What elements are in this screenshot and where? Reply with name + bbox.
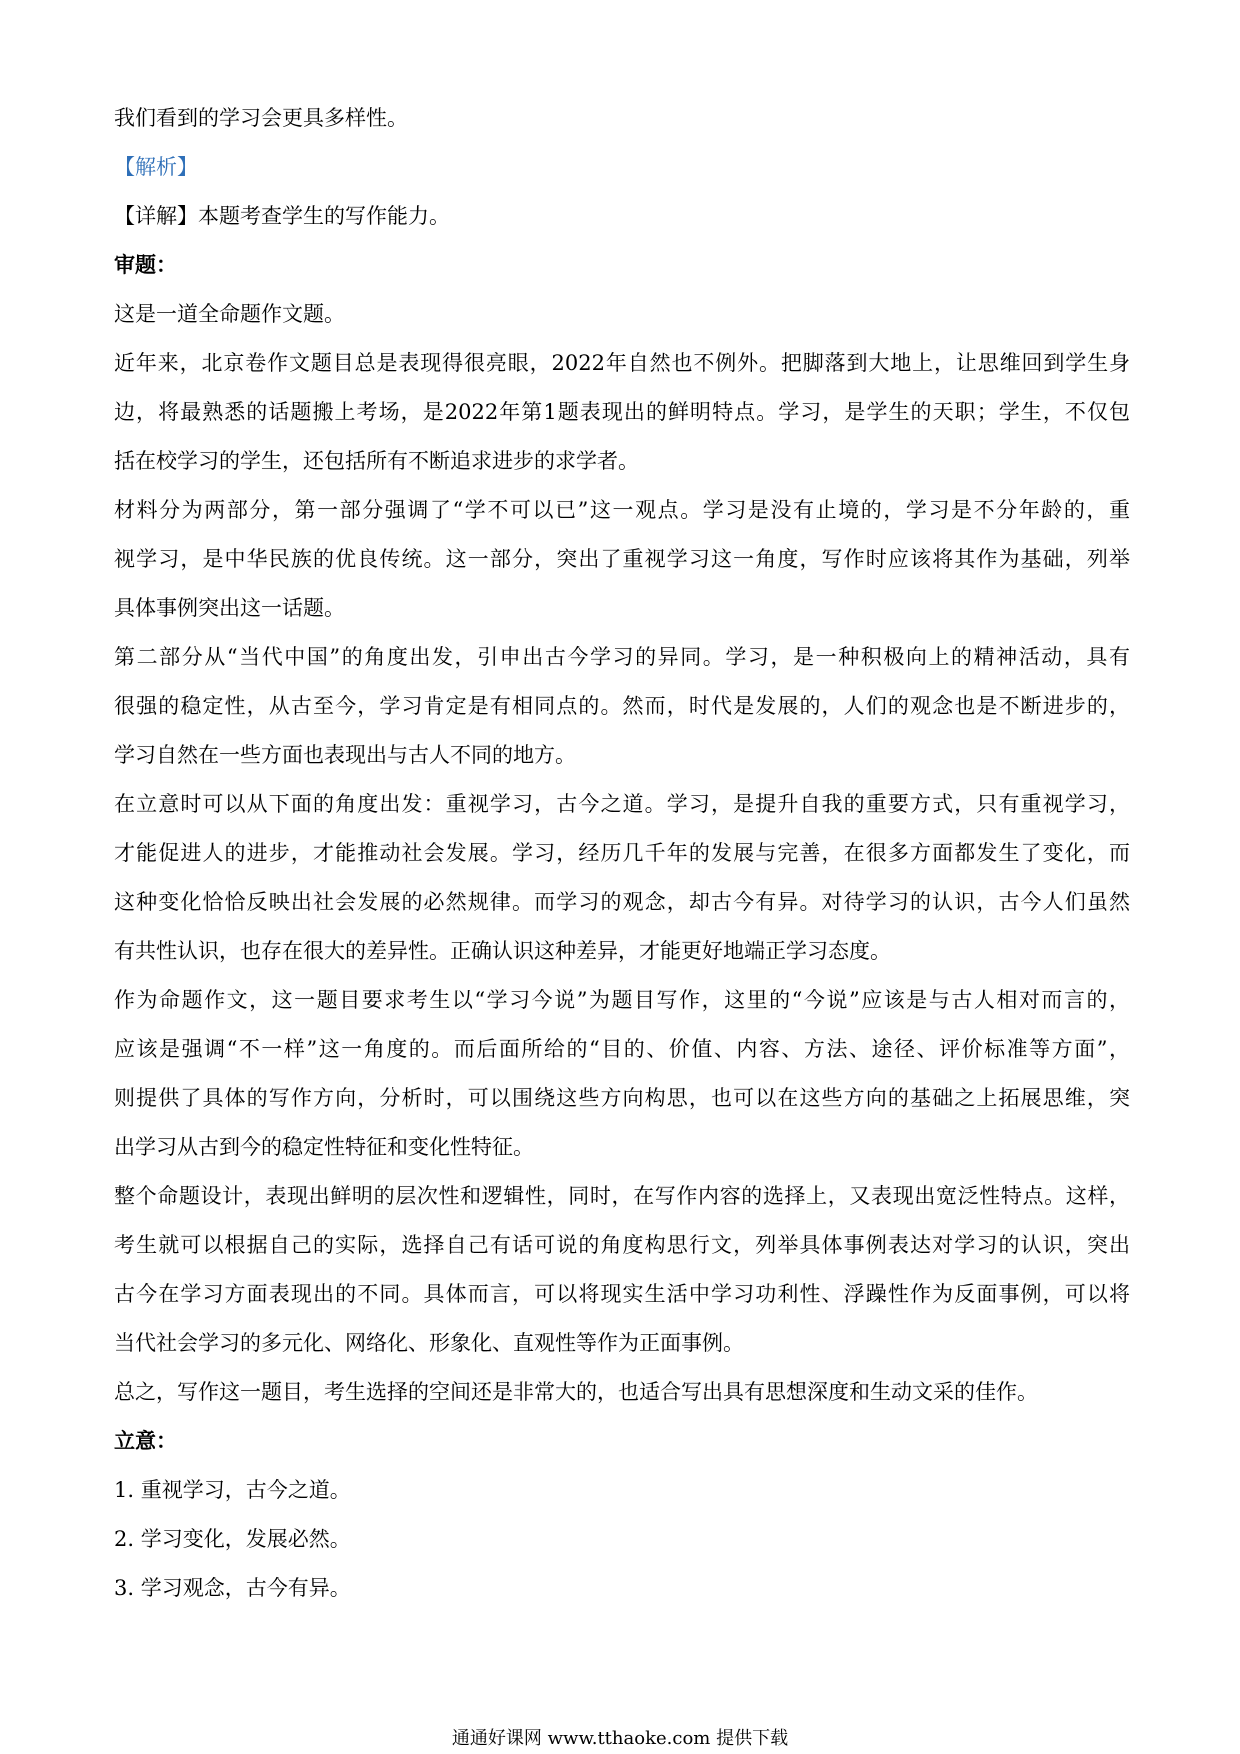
paragraph-2-line: 括在校学习的学生，还包括所有不断追求进步的求学者。 bbox=[114, 449, 639, 473]
paragraph-4-line: 学习自然在一些方面也表现出与古人不同的地方。 bbox=[114, 743, 576, 767]
paragraph-7-line: 当代社会学习的多元化、网络化、形象化、直观性等作为正面事例。 bbox=[114, 1331, 744, 1355]
paragraph-4-line: 第二部分从“当代中国”的角度出发，引申出古今学习的异同。学习，是一种积极向上的精神活动，具有 bbox=[114, 645, 1130, 669]
idea-item: 3. 学习观念，古今有异。 bbox=[114, 1576, 351, 1600]
paragraph-2-line: 近年来，北京卷作文题目总是表现得很亮眼，2022年自然也不例外。把脚落到大地上，让思维回到学生身 bbox=[114, 351, 1130, 375]
page-footer: 通通好课网 www.tthaoke.com 提供下载 bbox=[451, 1728, 789, 1749]
document-page bbox=[114, 0, 1130, 1754]
idea-item: 1. 重视学习，古今之道。 bbox=[114, 1478, 351, 1502]
idea-item: 2. 学习变化，发展必然。 bbox=[114, 1527, 351, 1551]
detail-line: 【详解】本题考查学生的写作能力。 bbox=[114, 204, 450, 228]
paragraph-6-line: 作为命题作文，这一题目要求考生以“学习今说”为题目写作，这里的“今说”应该是与古人相对而言的， bbox=[114, 988, 1130, 1012]
paragraph-5-line: 这种变化恰恰反映出社会发展的必然规律。而学习的观念，却古今有异。对待学习的认识，古今人们虽然 bbox=[114, 890, 1130, 914]
paragraph-3-line: 具体事例突出这一话题。 bbox=[114, 596, 345, 620]
paragraph-5-line: 在立意时可以从下面的角度出发：重视学习，古今之道。学习，是提升自我的重要方式，只有重视学习， bbox=[114, 792, 1130, 816]
paragraph-5-line: 才能促进人的进步，才能推动社会发展。学习，经历几千年的发展与完善，在很多方面都发生了变化，而 bbox=[114, 841, 1130, 865]
analysis-label: 【解析】 bbox=[114, 155, 198, 179]
paragraph-7-line: 考生就可以根据自己的实际，选择自己有话可说的角度构思行文，列举具体事例表达对学习的认识，突出 bbox=[114, 1233, 1130, 1257]
paragraph-8-line: 总之，写作这一题目，考生选择的空间还是非常大的，也适合写出具有思想深度和生动文采的佳作。 bbox=[114, 1380, 1038, 1404]
paragraph-3-line: 视学习，是中华民族的优良传统。这一部分，突出了重视学习这一角度，写作时应该将其作为基础，列举 bbox=[114, 547, 1130, 571]
paragraph-4-line: 很强的稳定性，从古至今，学习肯定是有相同点的。然而，时代是发展的，人们的观念也是不断进步的， bbox=[114, 694, 1130, 718]
intro-line: 我们看到的学习会更具多样性。 bbox=[114, 106, 408, 130]
paragraph-7-line: 整个命题设计，表现出鲜明的层次性和逻辑性，同时，在写作内容的选择上，又表现出宽泛性特点。这样， bbox=[114, 1184, 1130, 1208]
paragraph-6-line: 出学习从古到今的稳定性特征和变化性特征。 bbox=[114, 1135, 534, 1159]
paragraph-5-line: 有共性认识，也存在很大的差异性。正确认识这种差异，才能更好地端正学习态度。 bbox=[114, 939, 891, 963]
ideas-heading: 立意： bbox=[114, 1428, 177, 1453]
paragraph-6-line: 则提供了具体的写作方向，分析时，可以围绕这些方向构思，也可以在这些方向的基础之上拓展思维，突 bbox=[114, 1086, 1130, 1110]
paragraph-7-line: 古今在学习方面表现出的不同。具体而言，可以将现实生活中学习功利性、浮躁性作为反面事例，可以将 bbox=[114, 1282, 1130, 1306]
paragraph-3-line: 材料分为两部分，第一部分强调了“学不可以已”这一观点。学习是没有止境的，学习是不分年龄的，重 bbox=[114, 498, 1130, 522]
paragraph-6-line: 应该是强调“不一样”这一角度的。而后面所给的“目的、价值、内容、方法、途径、评价标准等方面”， bbox=[114, 1037, 1130, 1061]
paragraph-2-line: 边，将最熟悉的话题搬上考场，是2022年第1题表现出的鲜明特点。学习，是学生的天职；学生，不仅包 bbox=[114, 400, 1130, 424]
paragraph-1-line: 这是一道全命题作文题。 bbox=[114, 302, 345, 326]
review-heading: 审题： bbox=[114, 252, 177, 277]
